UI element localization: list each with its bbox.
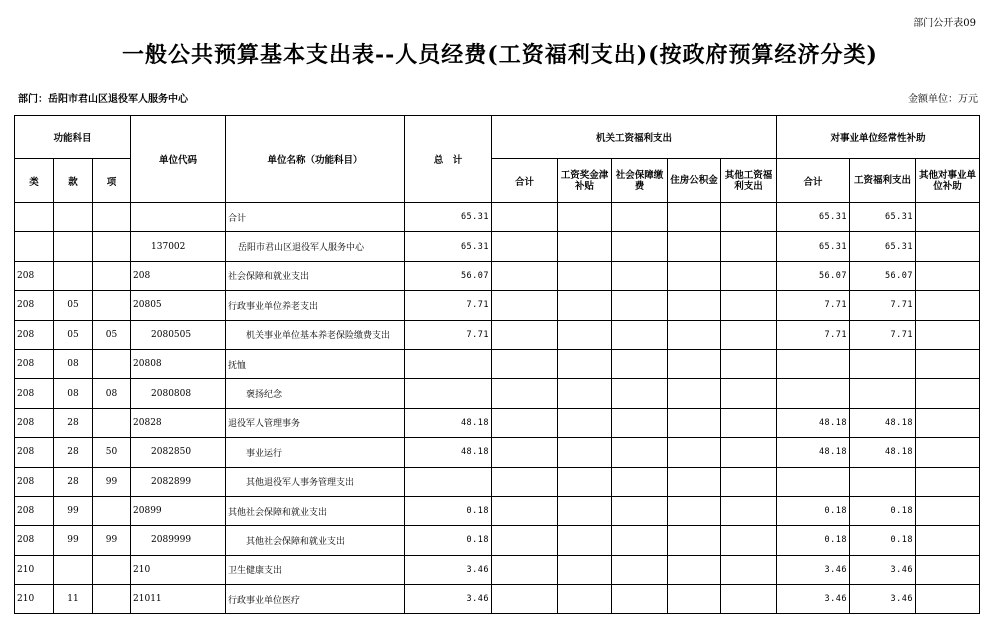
cell-jg-wage xyxy=(558,291,612,320)
table-row xyxy=(15,349,980,378)
cell-unit-name: 机关事业单位基本养老保险缴费支出 xyxy=(226,320,405,349)
cell-sy-wage xyxy=(850,349,916,378)
cell-jg-wage xyxy=(558,320,612,349)
cell-kuan: 99 xyxy=(54,496,93,525)
cell-kuan: 28 xyxy=(54,467,93,496)
cell-jg-wage xyxy=(558,585,612,614)
cell-jg-housing xyxy=(668,526,721,555)
cell-jg-heji xyxy=(492,408,558,437)
cell-unit-code: 2080505 xyxy=(131,320,226,349)
table-row xyxy=(15,467,980,496)
cell-xiang: 05 xyxy=(93,320,131,349)
cell-sy-other xyxy=(916,526,980,555)
cell-unit-code: 137002 xyxy=(131,232,226,261)
cell-xiang xyxy=(93,555,131,584)
cell-sy-wage: 3.46 xyxy=(850,555,916,584)
cell-sy-other xyxy=(916,438,980,467)
cell-jg-wage xyxy=(558,232,612,261)
cell-total: 65.31 xyxy=(405,232,492,261)
cell-sy-other xyxy=(916,408,980,437)
cell-jg-heji xyxy=(492,585,558,614)
cell-jg-wage xyxy=(558,496,612,525)
cell-sy-wage: 0.18 xyxy=(850,526,916,555)
cell-unit-name: 退役军人管理事务 xyxy=(226,408,405,437)
cell-sy-heji: 7.71 xyxy=(777,291,850,320)
cell-total: 0.18 xyxy=(405,526,492,555)
budget-table xyxy=(14,115,980,614)
table-row xyxy=(15,496,980,525)
cell-sy-wage: 3.46 xyxy=(850,585,916,614)
table-row xyxy=(15,261,980,290)
cell-sy-other xyxy=(916,379,980,408)
cell-sy-other xyxy=(916,261,980,290)
cell-jg-wage xyxy=(558,408,612,437)
cell-kuan: 08 xyxy=(54,379,93,408)
cell-sy-wage xyxy=(850,379,916,408)
cell-jg-heji xyxy=(492,555,558,584)
header-group-shiye: 对事业单位经常性补助 xyxy=(777,116,980,159)
cell-jg-housing xyxy=(668,496,721,525)
cell-kuan: 05 xyxy=(54,320,93,349)
header-jg-social: 社会保障缴费 xyxy=(612,159,668,203)
cell-jg-other xyxy=(721,408,777,437)
cell-xiang xyxy=(93,232,131,261)
cell-jg-housing xyxy=(668,438,721,467)
cell-sy-wage: 7.71 xyxy=(850,320,916,349)
table-row xyxy=(15,438,980,467)
department-label: 部门：岳阳市君山区退役军人服务中心 xyxy=(18,94,188,105)
cell-xiang: 99 xyxy=(93,526,131,555)
cell-total xyxy=(405,349,492,378)
cell-kuan xyxy=(54,232,93,261)
cell-total: 7.71 xyxy=(405,320,492,349)
cell-jg-heji xyxy=(492,320,558,349)
cell-xiang xyxy=(93,496,131,525)
cell-xiang xyxy=(93,349,131,378)
cell-jg-other xyxy=(721,526,777,555)
header-kuan: 款 xyxy=(54,159,93,203)
cell-sy-other xyxy=(916,349,980,378)
cell-lei xyxy=(15,232,54,261)
cell-jg-social xyxy=(612,555,668,584)
amount-unit-label: 金额单位：万元 xyxy=(908,94,978,105)
cell-kuan xyxy=(54,261,93,290)
cell-jg-heji xyxy=(492,467,558,496)
cell-jg-housing xyxy=(668,408,721,437)
cell-jg-other xyxy=(721,320,777,349)
cell-unit-name: 行政事业单位医疗 xyxy=(226,585,405,614)
cell-unit-name: 行政事业单位养老支出 xyxy=(226,291,405,320)
cell-xiang: 08 xyxy=(93,379,131,408)
table-row xyxy=(15,555,980,584)
cell-total xyxy=(405,379,492,408)
header-jg-other: 其他工资福利支出 xyxy=(721,159,777,203)
cell-sy-other xyxy=(916,203,980,232)
cell-lei: 208 xyxy=(15,320,54,349)
cell-jg-other xyxy=(721,438,777,467)
cell-unit-code: 2089999 xyxy=(131,526,226,555)
header-jg-housing: 住房公积金 xyxy=(668,159,721,203)
cell-unit-code: 208 xyxy=(131,261,226,290)
cell-unit-name: 事业运行 xyxy=(226,438,405,467)
cell-sy-wage: 0.18 xyxy=(850,496,916,525)
cell-sy-other xyxy=(916,291,980,320)
cell-jg-social xyxy=(612,496,668,525)
cell-jg-other xyxy=(721,203,777,232)
cell-sy-wage: 48.18 xyxy=(850,408,916,437)
header-jg-heji: 合计 xyxy=(492,159,558,203)
cell-jg-other xyxy=(721,496,777,525)
cell-unit-code: 20828 xyxy=(131,408,226,437)
cell-jg-social xyxy=(612,232,668,261)
cell-unit-code: 2080808 xyxy=(131,379,226,408)
cell-jg-housing xyxy=(668,261,721,290)
cell-jg-other xyxy=(721,349,777,378)
cell-jg-housing xyxy=(668,379,721,408)
cell-jg-housing xyxy=(668,467,721,496)
header-lei: 类 xyxy=(15,159,54,203)
cell-xiang xyxy=(93,585,131,614)
header-sy-heji: 合计 xyxy=(777,159,850,203)
cell-kuan: 28 xyxy=(54,438,93,467)
cell-jg-wage xyxy=(558,261,612,290)
table-row xyxy=(15,379,980,408)
cell-kuan: 08 xyxy=(54,349,93,378)
cell-lei: 210 xyxy=(15,585,54,614)
cell-jg-social xyxy=(612,349,668,378)
table-row xyxy=(15,408,980,437)
cell-total: 0.18 xyxy=(405,496,492,525)
cell-jg-housing xyxy=(668,349,721,378)
cell-sy-heji: 48.18 xyxy=(777,438,850,467)
cell-lei: 208 xyxy=(15,261,54,290)
cell-jg-heji xyxy=(492,526,558,555)
cell-sy-other xyxy=(916,585,980,614)
cell-xiang: 50 xyxy=(93,438,131,467)
cell-jg-social xyxy=(612,379,668,408)
table-row xyxy=(15,203,980,232)
cell-jg-heji xyxy=(492,291,558,320)
cell-kuan: 05 xyxy=(54,291,93,320)
cell-total: 3.46 xyxy=(405,585,492,614)
cell-unit-name: 其他退役军人事务管理支出 xyxy=(226,467,405,496)
cell-jg-housing xyxy=(668,291,721,320)
cell-jg-wage xyxy=(558,555,612,584)
cell-lei xyxy=(15,203,54,232)
header-func-subject: 功能科目 xyxy=(15,116,131,159)
cell-jg-heji xyxy=(492,203,558,232)
header-xiang: 项 xyxy=(93,159,131,203)
header-sy-other: 其他对事业单位补助 xyxy=(916,159,980,203)
cell-jg-social xyxy=(612,585,668,614)
cell-total xyxy=(405,467,492,496)
cell-total: 3.46 xyxy=(405,555,492,584)
header-total: 总 计 xyxy=(405,116,492,203)
header-sy-wage: 工资福利支出 xyxy=(850,159,916,203)
cell-unit-code: 2082899 xyxy=(131,467,226,496)
cell-jg-other xyxy=(721,291,777,320)
cell-kuan xyxy=(54,555,93,584)
cell-kuan xyxy=(54,203,93,232)
cell-jg-other xyxy=(721,232,777,261)
cell-lei: 208 xyxy=(15,349,54,378)
cell-unit-code: 21011 xyxy=(131,585,226,614)
cell-sy-wage: 65.31 xyxy=(850,203,916,232)
cell-jg-social xyxy=(612,320,668,349)
cell-sy-wage: 48.18 xyxy=(850,438,916,467)
cell-jg-wage xyxy=(558,526,612,555)
header-group-jiguan: 机关工资福利支出 xyxy=(492,116,777,159)
cell-sy-wage xyxy=(850,467,916,496)
cell-sy-heji: 3.46 xyxy=(777,555,850,584)
cell-kuan: 11 xyxy=(54,585,93,614)
header-unit-name: 单位名称（功能科目） xyxy=(226,116,405,203)
cell-jg-heji xyxy=(492,349,558,378)
cell-jg-other xyxy=(721,379,777,408)
cell-kuan: 99 xyxy=(54,526,93,555)
cell-jg-wage xyxy=(558,438,612,467)
cell-lei: 208 xyxy=(15,526,54,555)
cell-jg-social xyxy=(612,408,668,437)
cell-jg-housing xyxy=(668,320,721,349)
cell-total: 48.18 xyxy=(405,408,492,437)
cell-jg-housing xyxy=(668,232,721,261)
cell-jg-social xyxy=(612,291,668,320)
cell-lei: 208 xyxy=(15,379,54,408)
cell-sy-wage: 65.31 xyxy=(850,232,916,261)
table-row xyxy=(15,291,980,320)
table-row xyxy=(15,526,980,555)
cell-jg-other xyxy=(721,555,777,584)
cell-sy-heji: 65.31 xyxy=(777,232,850,261)
cell-jg-other xyxy=(721,467,777,496)
table-row xyxy=(15,232,980,261)
cell-sy-heji: 0.18 xyxy=(777,526,850,555)
cell-total: 7.71 xyxy=(405,291,492,320)
cell-unit-code: 20805 xyxy=(131,291,226,320)
cell-jg-heji xyxy=(492,438,558,467)
cell-sy-other xyxy=(916,496,980,525)
cell-lei: 210 xyxy=(15,555,54,584)
cell-sy-other xyxy=(916,232,980,261)
cell-jg-housing xyxy=(668,555,721,584)
cell-unit-name: 合计 xyxy=(226,203,405,232)
cell-jg-heji xyxy=(492,379,558,408)
cell-unit-code: 210 xyxy=(131,555,226,584)
cell-lei: 208 xyxy=(15,408,54,437)
cell-unit-name: 岳阳市君山区退役军人服务中心 xyxy=(226,232,405,261)
header-unit-code: 单位代码 xyxy=(131,116,226,203)
cell-xiang xyxy=(93,261,131,290)
cell-sy-wage: 56.07 xyxy=(850,261,916,290)
cell-unit-code: 20899 xyxy=(131,496,226,525)
cell-unit-name: 卫生健康支出 xyxy=(226,555,405,584)
cell-sy-other xyxy=(916,320,980,349)
cell-unit-name: 其他社会保障和就业支出 xyxy=(226,526,405,555)
cell-unit-code: 2082850 xyxy=(131,438,226,467)
cell-sy-heji: 7.71 xyxy=(777,320,850,349)
cell-sy-heji: 56.07 xyxy=(777,261,850,290)
table-number-label: 部门公开表09 xyxy=(913,18,976,29)
cell-unit-code: 20808 xyxy=(131,349,226,378)
cell-sy-other xyxy=(916,555,980,584)
cell-xiang xyxy=(93,408,131,437)
cell-lei: 208 xyxy=(15,496,54,525)
cell-jg-other xyxy=(721,585,777,614)
cell-sy-heji: 3.46 xyxy=(777,585,850,614)
cell-unit-name: 褒扬纪念 xyxy=(226,379,405,408)
cell-total: 48.18 xyxy=(405,438,492,467)
cell-jg-wage xyxy=(558,379,612,408)
cell-xiang xyxy=(93,203,131,232)
cell-jg-housing xyxy=(668,585,721,614)
cell-jg-social xyxy=(612,467,668,496)
cell-unit-name: 其他社会保障和就业支出 xyxy=(226,496,405,525)
cell-jg-social xyxy=(612,203,668,232)
cell-jg-social xyxy=(612,526,668,555)
cell-jg-social xyxy=(612,261,668,290)
cell-sy-heji xyxy=(777,349,850,378)
cell-sy-heji xyxy=(777,467,850,496)
cell-unit-code xyxy=(131,203,226,232)
cell-sy-wage: 7.71 xyxy=(850,291,916,320)
cell-lei: 208 xyxy=(15,438,54,467)
cell-jg-wage xyxy=(558,203,612,232)
cell-sy-heji: 0.18 xyxy=(777,496,850,525)
cell-total: 56.07 xyxy=(405,261,492,290)
cell-sy-heji xyxy=(777,379,850,408)
cell-jg-heji xyxy=(492,261,558,290)
cell-sy-other xyxy=(916,467,980,496)
cell-jg-other xyxy=(721,261,777,290)
table-row xyxy=(15,320,980,349)
cell-xiang xyxy=(93,291,131,320)
cell-lei: 208 xyxy=(15,291,54,320)
cell-jg-heji xyxy=(492,232,558,261)
cell-jg-wage xyxy=(558,349,612,378)
cell-xiang: 99 xyxy=(93,467,131,496)
cell-kuan: 28 xyxy=(54,408,93,437)
header-jg-wage: 工资奖金津补贴 xyxy=(558,159,612,203)
cell-jg-heji xyxy=(492,496,558,525)
table-row xyxy=(15,585,980,614)
cell-sy-heji: 65.31 xyxy=(777,203,850,232)
cell-jg-housing xyxy=(668,203,721,232)
cell-sy-heji: 48.18 xyxy=(777,408,850,437)
cell-total: 65.31 xyxy=(405,203,492,232)
cell-jg-wage xyxy=(558,467,612,496)
cell-lei: 208 xyxy=(15,467,54,496)
cell-jg-social xyxy=(612,438,668,467)
cell-unit-name: 抚恤 xyxy=(226,349,405,378)
page-title: 一般公共预算基本支出表--人员经费(工资福利支出)(按政府预算经济分类) xyxy=(122,42,878,68)
cell-unit-name: 社会保障和就业支出 xyxy=(226,261,405,290)
